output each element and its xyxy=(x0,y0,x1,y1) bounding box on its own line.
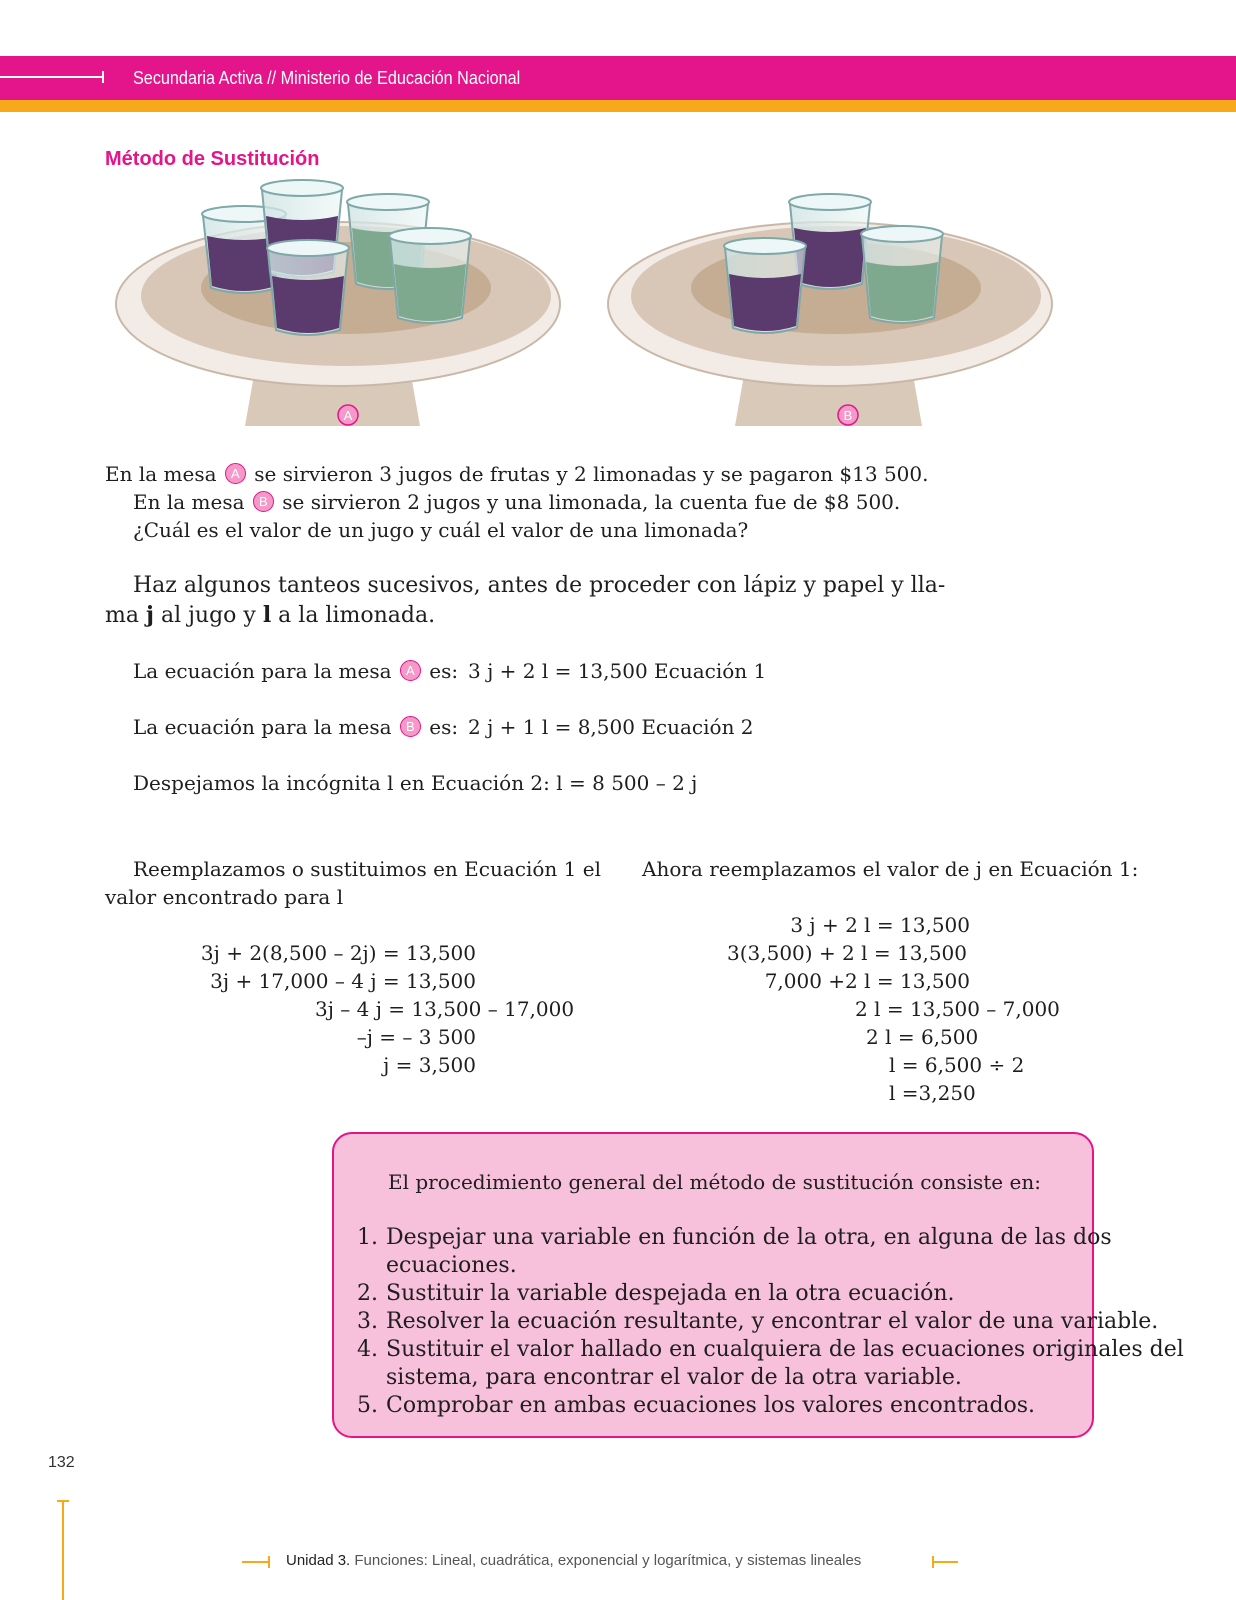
footer-topic: Funciones: Lineal, cuadrática, exponencial y logarítmica, y sistemas lineales xyxy=(350,1552,862,1569)
item-text: Comprobar en ambas ecuaciones los valores encontrados. xyxy=(386,1393,1036,1418)
tables-illustration xyxy=(110,176,1085,438)
problem-line-1 xyxy=(105,460,929,488)
table-a-badge: A xyxy=(225,463,246,484)
procedure-item xyxy=(352,1336,1184,1364)
equation-1: 3 j + 2 l = 13,500 Ecuación 1 xyxy=(468,659,767,683)
item-text: Despejar una variable en función de la otra, en alguna de las dos xyxy=(386,1225,1112,1250)
problem-question: ¿Cuál es el valor de un jugo y cuál el valor de una limonada? xyxy=(133,518,749,542)
svg-text:B: B xyxy=(843,408,853,423)
right-step: 2 l = 6,500 xyxy=(866,1025,979,1049)
item-number: 1. xyxy=(357,1225,378,1250)
hint-line-2 xyxy=(105,601,435,630)
juice-glass xyxy=(724,238,806,333)
hint-text: al jugo y xyxy=(153,603,263,628)
right-step: 2 l = 13,500 – 7,000 xyxy=(855,997,1060,1021)
procedure-item xyxy=(352,1224,1112,1252)
procedure-item xyxy=(352,1308,1158,1336)
problem-text: se sirvieron 3 jugos de frutas y 2 limonadas y se pagaron $13 500. xyxy=(254,462,929,486)
section-title: Método de Sustitución xyxy=(105,148,320,170)
left-step: j = 3,500 xyxy=(383,1053,476,1077)
right-step: 3 j + 2 l = 13,500 xyxy=(790,913,970,937)
footer-rule-left-tick xyxy=(268,1556,270,1568)
right-step: 7,000 +2 l = 13,500 xyxy=(764,969,970,993)
svg-text:A: A xyxy=(343,408,353,423)
procedure-item xyxy=(352,1280,955,1308)
header-rule xyxy=(0,76,104,78)
item-text: Sustituir el valor hallado en cualquiera de las ecuaciones originales del xyxy=(386,1337,1184,1362)
table-b-badge: B xyxy=(253,491,274,512)
lemonade-glass xyxy=(861,226,943,323)
footer-left-rule xyxy=(62,1500,64,1600)
left-step: 3j + 2(8,500 – 2j) = 13,500 xyxy=(200,941,476,965)
equation-2: 2 j + 1 l = 8,500 Ecuación 2 xyxy=(468,715,754,739)
left-step: 3j + 17,000 – 4 j = 13,500 xyxy=(210,969,476,993)
table-b xyxy=(608,194,1052,426)
procedure-item-cont: sistema, para encontrar el valor de la otra variable. xyxy=(386,1365,962,1390)
right-intro: Ahora reemplazamos el valor de j en Ecuación 1: xyxy=(642,857,1139,881)
eq-es-text: es: xyxy=(429,659,459,683)
footer-text xyxy=(286,1552,861,1569)
left-step: –j = – 3 500 xyxy=(356,1025,476,1049)
right-step: 3(3,500) + 2 l = 13,500 xyxy=(727,941,967,965)
table-b-badge xyxy=(838,405,858,425)
hint-line-1: Haz algunos tanteos sucesivos, antes de proceder con lápiz y papel y lla- xyxy=(133,573,946,598)
page-number: 132 xyxy=(48,1454,75,1471)
item-text: Resolver la ecuación resultante, y encontrar el valor de una variable. xyxy=(386,1309,1159,1334)
procedure-item-cont: ecuaciones. xyxy=(386,1253,517,1278)
header-title: Secundaria Activa // Ministerio de Educación Nacional xyxy=(133,68,521,88)
problem-text: En la mesa xyxy=(105,462,217,486)
hint-text: a la limonada. xyxy=(271,603,436,628)
left-intro-1: Reemplazamos o sustituimos en Ecuación 1 el xyxy=(133,857,601,881)
eq2-label xyxy=(133,713,458,741)
item-number: 3. xyxy=(357,1309,378,1334)
eq-label-text: La ecuación para la mesa xyxy=(133,659,392,683)
footer-rule-left xyxy=(242,1561,270,1563)
table-a-badge xyxy=(338,405,358,425)
table-b-badge: B xyxy=(400,716,421,737)
eq-label-text: La ecuación para la mesa xyxy=(133,715,392,739)
header-stripe xyxy=(0,100,1236,112)
header-rule-tick xyxy=(102,71,104,83)
right-step: l = 6,500 ÷ 2 xyxy=(889,1053,1025,1077)
left-intro-2: valor encontrado para l xyxy=(105,885,344,909)
variable-l: l xyxy=(262,602,272,628)
clear-variable-line: Despejamos la incógnita l en Ecuación 2: l = 8 500 – 2 j xyxy=(133,771,698,795)
variable-j: j xyxy=(145,602,154,628)
procedure-intro: El procedimiento general del método de sustitución consiste en: xyxy=(388,1170,1041,1194)
item-number: 2. xyxy=(357,1281,378,1306)
problem-text: se sirvieron 2 jugos y una limonada, la cuenta fue de $8 500. xyxy=(282,490,901,514)
footer-left-rule-tick xyxy=(57,1500,69,1502)
left-step: 3j – 4 j = 13,500 – 17,000 xyxy=(315,997,575,1021)
eq1-label xyxy=(133,657,458,685)
hint-text: ma xyxy=(105,603,146,628)
footer-unit: Unidad 3. xyxy=(286,1552,351,1569)
item-text: Sustituir la variable despejada en la otra ecuación. xyxy=(386,1281,955,1306)
eq-es-text: es: xyxy=(429,715,459,739)
juice-glass xyxy=(267,240,349,335)
procedure-item xyxy=(352,1392,1035,1420)
problem-line-2 xyxy=(133,488,900,516)
table-a xyxy=(116,180,560,426)
footer-rule-right xyxy=(932,1561,958,1563)
table-a-badge: A xyxy=(400,660,421,681)
right-step: l =3,250 xyxy=(889,1081,976,1105)
lemonade-glass xyxy=(389,228,471,323)
item-number: 4. xyxy=(357,1337,378,1362)
item-number: 5. xyxy=(357,1393,378,1418)
problem-text: En la mesa xyxy=(133,490,245,514)
